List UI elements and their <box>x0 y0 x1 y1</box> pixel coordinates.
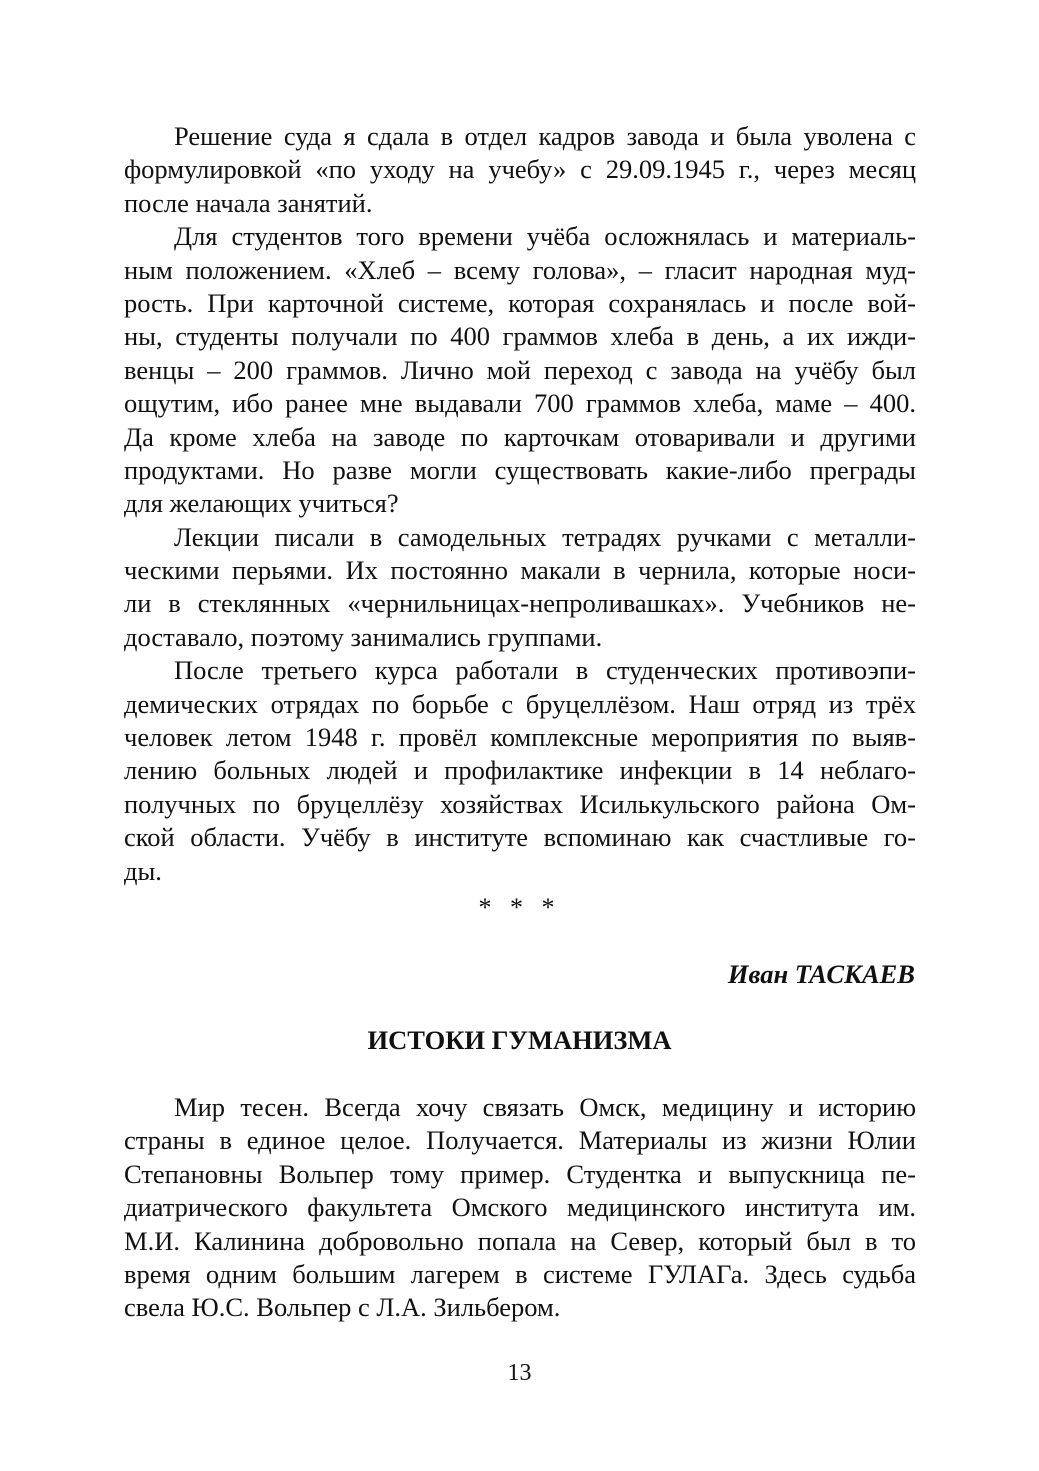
text-line: После третьего курса работали в студенческих противоэпи- <box>174 655 916 686</box>
text-line: М.И. Калинина добровольно попала на Север, который был в то <box>124 1225 916 1256</box>
text-line: венцы – 200 граммов. Лично мой переход с завода на учёбу был <box>124 354 916 385</box>
text-line: ощутим, ибо ранее мне выдавали 700 граммов хлеба, маме – 400. <box>124 388 916 419</box>
page-number: 13 <box>507 1360 532 1386</box>
text-line: продуктами. Но разве могли существовать какие-либо преграды <box>124 454 916 485</box>
text-line: получных по бруцеллёзу хозяйствах Исилькульского района Ом- <box>124 788 916 819</box>
paragraph-2 <box>124 220 916 521</box>
text-line: человек летом 1948 г. провёл комплексные мероприятия по выяв- <box>124 722 916 753</box>
text-line: формулировкой «по уходу на учебу» с 29.09.1945 г., через месяц <box>124 154 916 185</box>
paragraph-1 <box>124 120 916 220</box>
text-line: для желающих учиться? <box>124 488 399 519</box>
text-line: Степановны Вольпер тому пример. Студентка и выпускница пе- <box>124 1158 916 1189</box>
paragraph-5 <box>124 1091 916 1325</box>
text-line: ны, студенты получали по 400 граммов хлеба в день, а их ижди- <box>124 321 916 352</box>
text-line: ли в стеклянных «чернильницах-непроливашках». Учебников не- <box>124 588 916 619</box>
text-line: Да кроме хлеба на заводе по карточкам отоваривали и другими <box>124 421 916 452</box>
article-heading: ИСТОКИ ГУМАНИЗМА <box>367 1025 672 1055</box>
text-line: ческими перьями. Их постоянно макали в чернила, которые носи- <box>124 555 916 586</box>
text-line: лению больных людей и профилактике инфекции в 14 неблаго- <box>124 755 916 786</box>
text-line: ской области. Учёбу в институте вспоминаю как счастливые го- <box>124 822 916 853</box>
text-line: страны в единое целое. Получается. Материалы из жизни Юлии <box>124 1125 916 1156</box>
text-line: ды. <box>124 855 162 886</box>
text-line: Для студентов того времени учёба осложнялась и материаль- <box>174 221 916 252</box>
text-line: свела Ю.С. Вольпер с Л.А. Зильбером. <box>124 1292 561 1323</box>
article-body <box>124 120 916 888</box>
text-line: Мир тесен. Всегда хочу связать Омск, медицину и историю <box>174 1092 916 1122</box>
paragraph-4 <box>124 654 916 888</box>
paragraph-3 <box>124 521 916 655</box>
section-separator: * * * <box>478 893 561 922</box>
text-line: Решение суда я сдала в отдел кадров завода и была уволена с <box>174 121 916 151</box>
text-line: диатрического факультета Омского медицинского института им. <box>124 1192 916 1223</box>
text-line: доставало, поэтому занимались группами. <box>124 621 603 652</box>
text-line: время одним большим лагерем в системе ГУЛАГа. Здесь судьба <box>124 1258 916 1289</box>
text-line: рость. При карточной системе, которая сохранялась и после вой- <box>124 287 916 318</box>
text-line: демических отрядах по борьбе с бруцеллёзом. Наш отряд из трёх <box>124 688 916 719</box>
author-name: Иван ТАСКАЕВ <box>727 959 915 989</box>
text-line: ным положением. «Хлеб – всему голова», – гласит народная муд- <box>124 254 916 285</box>
text-line: Лекции писали в самодельных тетрадях ручками с металли- <box>174 521 916 552</box>
text-line: после начала занятий. <box>124 187 373 218</box>
article-body-2 <box>124 1091 916 1325</box>
